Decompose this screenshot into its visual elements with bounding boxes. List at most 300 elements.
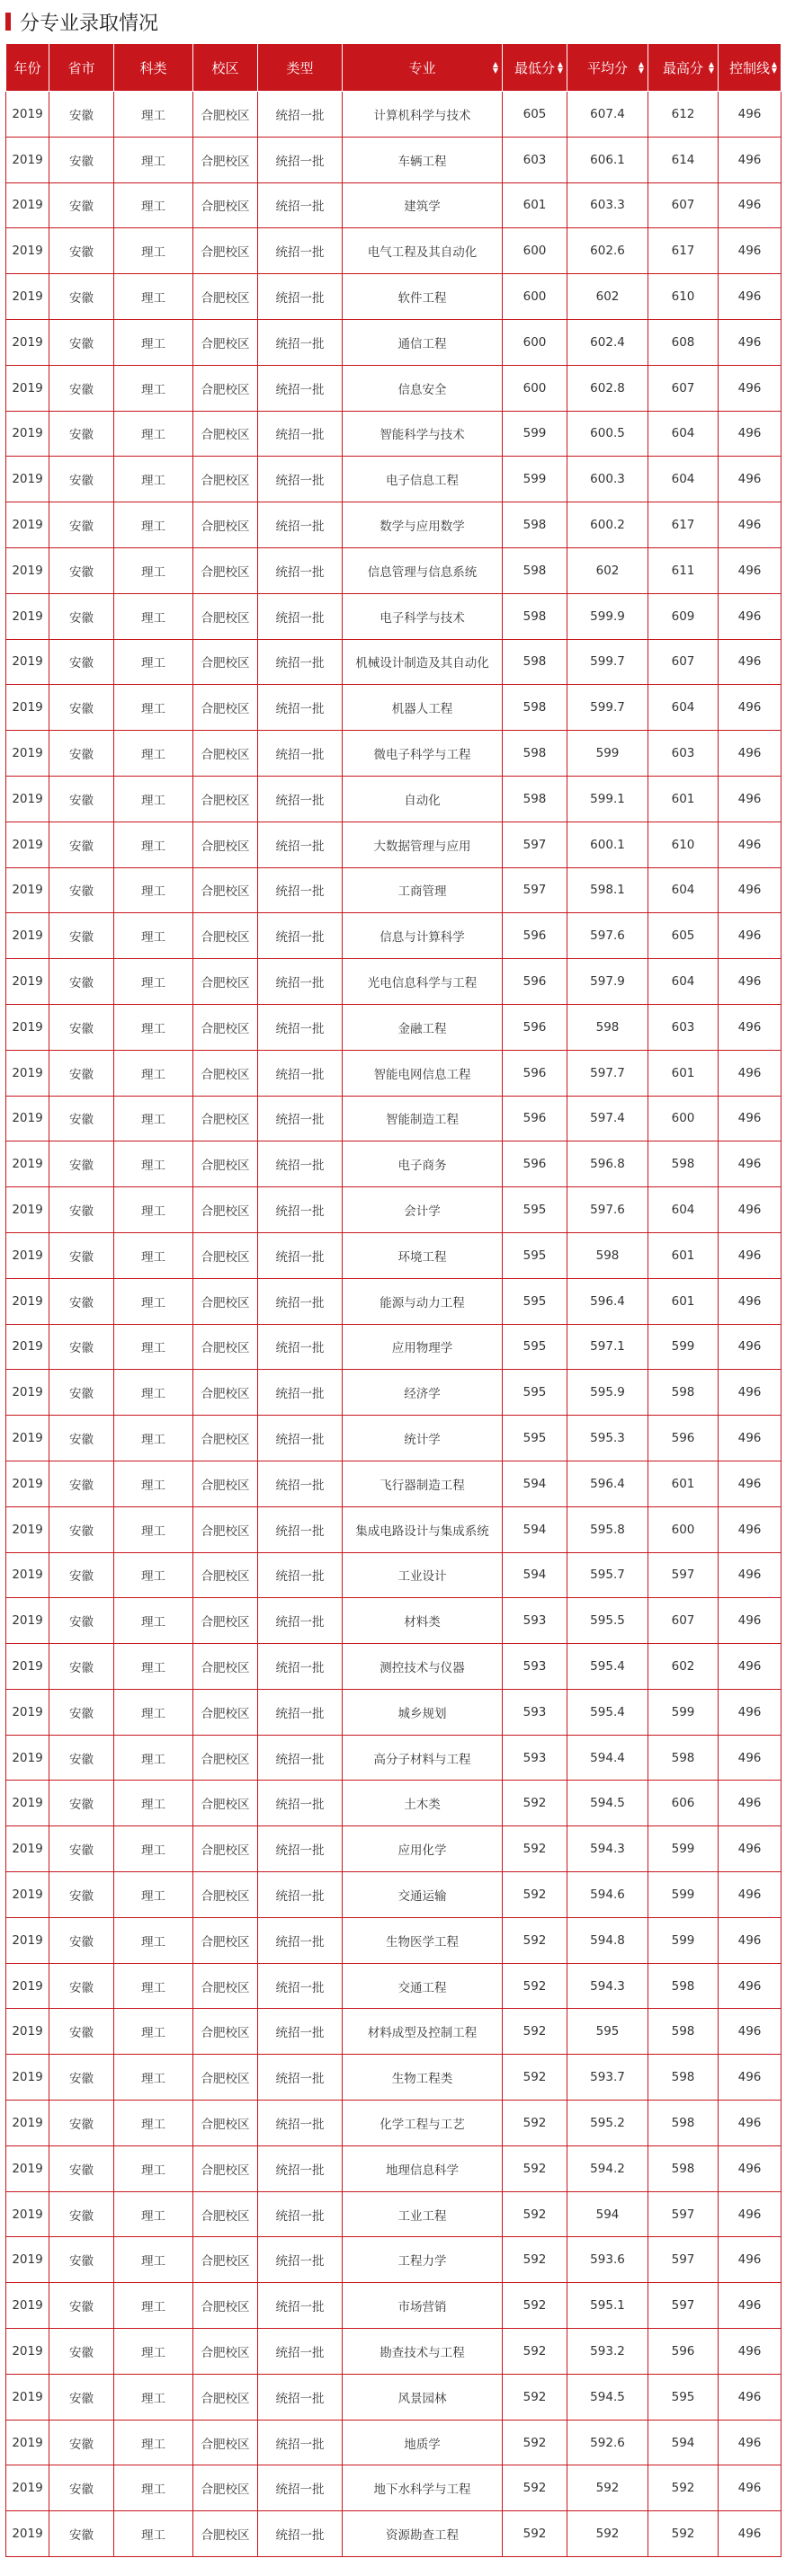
cell-max-score: 598: [648, 1963, 719, 2009]
cell-max-score: 597: [648, 2237, 719, 2283]
cell-major: 测控技术与仪器: [343, 1644, 503, 1690]
cell-category: 理工: [114, 137, 193, 182]
cell-campus: 合肥校区: [193, 1598, 258, 1644]
cell-control-line: 496: [719, 822, 782, 867]
cell-major: 电子科学与技术: [343, 593, 503, 639]
cell-min-score: 592: [503, 2055, 567, 2101]
cell-year: 2019: [6, 685, 49, 731]
column-header-min-score[interactable]: [503, 44, 567, 92]
column-header-campus: [193, 44, 258, 92]
sort-icon[interactable]: ▲ ▼: [492, 60, 498, 75]
cell-min-score: 596: [503, 1050, 567, 1096]
table-row: [6, 365, 782, 411]
cell-control-line: 496: [719, 1141, 782, 1187]
cell-category: 理工: [114, 2329, 193, 2375]
cell-control-line: 496: [719, 1872, 782, 1918]
cell-control-line: 496: [719, 2283, 782, 2329]
cell-category: 理工: [114, 1552, 193, 1598]
cell-year: 2019: [6, 959, 49, 1005]
cell-campus: 合肥校区: [193, 685, 258, 731]
cell-avg-score: 594.3: [567, 1826, 648, 1872]
cell-control-line: 496: [719, 182, 782, 228]
cell-avg-score: 592.6: [567, 2420, 648, 2465]
cell-min-score: 599: [503, 411, 567, 457]
cell-type: 统招一批: [258, 2374, 343, 2420]
cell-province: 安徽: [49, 2009, 114, 2055]
cell-category: 理工: [114, 1598, 193, 1644]
table-row: [6, 2009, 782, 2055]
cell-major: 智能制造工程: [343, 1096, 503, 1141]
cell-category: 理工: [114, 1324, 193, 1370]
cell-category: 理工: [114, 1004, 193, 1050]
table-row: [6, 2145, 782, 2191]
cell-year: 2019: [6, 137, 49, 182]
cell-province: 安徽: [49, 1416, 114, 1461]
cell-control-line: 496: [719, 502, 782, 548]
cell-category: 理工: [114, 228, 193, 274]
cell-max-score: 610: [648, 274, 719, 320]
column-header-avg-score[interactable]: [567, 44, 648, 92]
cell-avg-score: 602.4: [567, 319, 648, 365]
cell-campus: 合肥校区: [193, 1689, 258, 1735]
cell-min-score: 599: [503, 457, 567, 502]
cell-major: 会计学: [343, 1187, 503, 1233]
cell-category: 理工: [114, 1963, 193, 2009]
cell-min-score: 595: [503, 1416, 567, 1461]
cell-campus: 合肥校区: [193, 2145, 258, 2191]
table-row: [6, 2283, 782, 2329]
cell-category: 理工: [114, 867, 193, 913]
table-row: [6, 137, 782, 182]
cell-avg-score: 594.3: [567, 1963, 648, 2009]
cell-min-score: 592: [503, 2145, 567, 2191]
cell-control-line: 496: [719, 2191, 782, 2237]
cell-campus: 合肥校区: [193, 913, 258, 959]
cell-max-score: 592: [648, 2511, 719, 2557]
cell-avg-score: 600.5: [567, 411, 648, 457]
cell-province: 安徽: [49, 867, 114, 913]
cell-campus: 合肥校区: [193, 1552, 258, 1598]
cell-major: 环境工程: [343, 1232, 503, 1278]
table-row: [6, 1872, 782, 1918]
cell-province: 安徽: [49, 1781, 114, 1826]
cell-min-score: 592: [503, 2009, 567, 2055]
cell-avg-score: 600.2: [567, 502, 648, 548]
cell-province: 安徽: [49, 411, 114, 457]
sort-icon[interactable]: ▲ ▼: [771, 60, 777, 75]
cell-type: 统招一批: [258, 547, 343, 593]
cell-type: 统招一批: [258, 457, 343, 502]
cell-year: 2019: [6, 1781, 49, 1826]
cell-avg-score: 596.8: [567, 1141, 648, 1187]
table-row: [6, 2465, 782, 2511]
column-header-control-line[interactable]: [719, 44, 782, 92]
cell-min-score: 593: [503, 1735, 567, 1781]
cell-province: 安徽: [49, 137, 114, 182]
cell-avg-score: 597.9: [567, 959, 648, 1005]
cell-max-score: 604: [648, 1187, 719, 1233]
cell-type: 统招一批: [258, 867, 343, 913]
cell-avg-score: 602.8: [567, 365, 648, 411]
cell-major: 电子商务: [343, 1141, 503, 1187]
cell-category: 理工: [114, 1416, 193, 1461]
cell-max-score: 611: [648, 547, 719, 593]
cell-year: 2019: [6, 2329, 49, 2375]
cell-year: 2019: [6, 867, 49, 913]
cell-category: 理工: [114, 1872, 193, 1918]
cell-category: 理工: [114, 1826, 193, 1872]
table-row: [6, 547, 782, 593]
cell-major: 工业工程: [343, 2191, 503, 2237]
cell-max-score: 603: [648, 731, 719, 777]
cell-max-score: 604: [648, 457, 719, 502]
cell-major: 自动化: [343, 776, 503, 822]
cell-year: 2019: [6, 457, 49, 502]
cell-control-line: 496: [719, 1689, 782, 1735]
cell-control-line: 496: [719, 92, 782, 138]
cell-max-score: 599: [648, 1689, 719, 1735]
column-header-label: 专业: [408, 59, 436, 76]
cell-campus: 合肥校区: [193, 2511, 258, 2557]
cell-avg-score: 596.4: [567, 1278, 648, 1324]
cell-control-line: 496: [719, 2101, 782, 2146]
cell-category: 理工: [114, 731, 193, 777]
column-header-label: 年份: [13, 59, 41, 76]
sort-icon[interactable]: ▲ ▼: [557, 60, 563, 75]
cell-year: 2019: [6, 1735, 49, 1781]
cell-major: 集成电路设计与集成系统: [343, 1506, 503, 1552]
cell-type: 统招一批: [258, 1187, 343, 1233]
cell-category: 理工: [114, 457, 193, 502]
cell-control-line: 496: [719, 959, 782, 1005]
cell-province: 安徽: [49, 319, 114, 365]
cell-max-score: 598: [648, 2009, 719, 2055]
cell-type: 统招一批: [258, 137, 343, 182]
cell-province: 安徽: [49, 1598, 114, 1644]
cell-major: 智能电网信息工程: [343, 1050, 503, 1096]
cell-campus: 合肥校区: [193, 1370, 258, 1416]
cell-province: 安徽: [49, 2145, 114, 2191]
cell-min-score: 600: [503, 274, 567, 320]
cell-category: 理工: [114, 2237, 193, 2283]
cell-avg-score: 597.6: [567, 913, 648, 959]
cell-province: 安徽: [49, 502, 114, 548]
cell-type: 统招一批: [258, 1826, 343, 1872]
cell-control-line: 496: [719, 1552, 782, 1598]
cell-category: 理工: [114, 1644, 193, 1690]
cell-control-line: 496: [719, 1050, 782, 1096]
cell-avg-score: 600.3: [567, 457, 648, 502]
cell-campus: 合肥校区: [193, 1416, 258, 1461]
cell-campus: 合肥校区: [193, 2465, 258, 2511]
cell-year: 2019: [6, 731, 49, 777]
cell-major: 机械设计制造及其自动化: [343, 639, 503, 685]
cell-campus: 合肥校区: [193, 182, 258, 228]
cell-control-line: 496: [719, 2465, 782, 2511]
column-header-label: 最低分: [514, 59, 555, 76]
cell-campus: 合肥校区: [193, 457, 258, 502]
cell-category: 理工: [114, 685, 193, 731]
cell-province: 安徽: [49, 2511, 114, 2557]
cell-max-score: 598: [648, 2101, 719, 2146]
cell-campus: 合肥校区: [193, 274, 258, 320]
cell-min-score: 598: [503, 731, 567, 777]
cell-control-line: 496: [719, 1506, 782, 1552]
cell-avg-score: 599.7: [567, 639, 648, 685]
cell-category: 理工: [114, 1278, 193, 1324]
cell-max-score: 612: [648, 92, 719, 138]
cell-province: 安徽: [49, 1917, 114, 1963]
cell-avg-score: 598: [567, 1232, 648, 1278]
cell-campus: 合肥校区: [193, 1096, 258, 1141]
cell-max-score: 598: [648, 2055, 719, 2101]
column-header-year: [6, 44, 49, 92]
cell-max-score: 607: [648, 639, 719, 685]
cell-province: 安徽: [49, 1232, 114, 1278]
table-row: [6, 867, 782, 913]
cell-category: 理工: [114, 1050, 193, 1096]
cell-province: 安徽: [49, 1644, 114, 1690]
cell-max-score: 598: [648, 1735, 719, 1781]
table-row: [6, 1689, 782, 1735]
cell-campus: 合肥校区: [193, 1324, 258, 1370]
cell-min-score: 592: [503, 2374, 567, 2420]
cell-control-line: 496: [719, 639, 782, 685]
table-row: [6, 411, 782, 457]
cell-type: 统招一批: [258, 1416, 343, 1461]
cell-campus: 合肥校区: [193, 2009, 258, 2055]
cell-province: 安徽: [49, 593, 114, 639]
cell-province: 安徽: [49, 776, 114, 822]
cell-year: 2019: [6, 502, 49, 548]
cell-major: 生物工程类: [343, 2055, 503, 2101]
cell-major: 数学与应用数学: [343, 502, 503, 548]
cell-year: 2019: [6, 1917, 49, 1963]
cell-major: 电气工程及其自动化: [343, 228, 503, 274]
cell-campus: 合肥校区: [193, 1963, 258, 2009]
cell-province: 安徽: [49, 959, 114, 1005]
table-row: [6, 2191, 782, 2237]
cell-category: 理工: [114, 2055, 193, 2101]
cell-major: 工业设计: [343, 1552, 503, 1598]
cell-category: 理工: [114, 1187, 193, 1233]
cell-province: 安徽: [49, 1324, 114, 1370]
cell-max-score: 599: [648, 1826, 719, 1872]
cell-category: 理工: [114, 547, 193, 593]
cell-year: 2019: [6, 1232, 49, 1278]
cell-province: 安徽: [49, 92, 114, 138]
cell-min-score: 592: [503, 2191, 567, 2237]
cell-min-score: 592: [503, 1826, 567, 1872]
cell-category: 理工: [114, 182, 193, 228]
cell-control-line: 496: [719, 411, 782, 457]
column-header-label: 省市: [67, 59, 95, 76]
cell-control-line: 496: [719, 1416, 782, 1461]
cell-control-line: 496: [719, 1370, 782, 1416]
table-body: [6, 92, 782, 2557]
cell-type: 统招一批: [258, 365, 343, 411]
cell-major: 车辆工程: [343, 137, 503, 182]
cell-min-score: 600: [503, 228, 567, 274]
table-row: [6, 1416, 782, 1461]
cell-year: 2019: [6, 547, 49, 593]
table-row: [6, 319, 782, 365]
cell-control-line: 496: [719, 2145, 782, 2191]
cell-control-line: 496: [719, 731, 782, 777]
cell-major: 信息安全: [343, 365, 503, 411]
cell-control-line: 496: [719, 274, 782, 320]
cell-major: 智能科学与技术: [343, 411, 503, 457]
cell-avg-score: 594.5: [567, 2374, 648, 2420]
cell-campus: 合肥校区: [193, 137, 258, 182]
cell-year: 2019: [6, 2420, 49, 2465]
cell-year: 2019: [6, 913, 49, 959]
cell-min-score: 595: [503, 1324, 567, 1370]
cell-province: 安徽: [49, 2374, 114, 2420]
cell-province: 安徽: [49, 2329, 114, 2375]
table-row: [6, 1096, 782, 1141]
column-header-major[interactable]: [343, 44, 503, 92]
cell-control-line: 496: [719, 1735, 782, 1781]
table-row: [6, 1735, 782, 1781]
cell-campus: 合肥校区: [193, 1735, 258, 1781]
cell-avg-score: 595.2: [567, 2101, 648, 2146]
table-row: [6, 1598, 782, 1644]
sort-icon[interactable]: ▲ ▼: [638, 60, 644, 75]
sort-icon[interactable]: ▲ ▼: [708, 60, 714, 75]
table-row: [6, 1278, 782, 1324]
cell-min-score: 598: [503, 593, 567, 639]
cell-type: 统招一批: [258, 502, 343, 548]
table-row: [6, 182, 782, 228]
cell-min-score: 592: [503, 2237, 567, 2283]
cell-year: 2019: [6, 1826, 49, 1872]
cell-category: 理工: [114, 1781, 193, 1826]
cell-type: 统招一批: [258, 1735, 343, 1781]
cell-avg-score: 594.8: [567, 1917, 648, 1963]
cell-min-score: 598: [503, 547, 567, 593]
table-row: [6, 776, 782, 822]
cell-campus: 合肥校区: [193, 822, 258, 867]
column-header-category: [114, 44, 193, 92]
cell-campus: 合肥校区: [193, 1004, 258, 1050]
cell-max-score: 599: [648, 1917, 719, 1963]
cell-province: 安徽: [49, 1050, 114, 1096]
cell-type: 统招一批: [258, 1552, 343, 1598]
cell-max-score: 595: [648, 2374, 719, 2420]
cell-year: 2019: [6, 274, 49, 320]
cell-province: 安徽: [49, 1506, 114, 1552]
cell-min-score: 596: [503, 1141, 567, 1187]
table-row: [6, 2420, 782, 2465]
cell-type: 统招一批: [258, 92, 343, 138]
cell-avg-score: 599.1: [567, 776, 648, 822]
cell-type: 统招一批: [258, 1917, 343, 1963]
cell-min-score: 595: [503, 1278, 567, 1324]
cell-avg-score: 593.7: [567, 2055, 648, 2101]
cell-category: 理工: [114, 2009, 193, 2055]
cell-campus: 合肥校区: [193, 2055, 258, 2101]
cell-max-score: 601: [648, 1050, 719, 1096]
cell-campus: 合肥校区: [193, 1187, 258, 1233]
cell-province: 安徽: [49, 1187, 114, 1233]
cell-major: 交通工程: [343, 1963, 503, 2009]
cell-type: 统招一批: [258, 1050, 343, 1096]
cell-province: 安徽: [49, 1370, 114, 1416]
cell-category: 理工: [114, 274, 193, 320]
cell-campus: 合肥校区: [193, 639, 258, 685]
cell-category: 理工: [114, 1689, 193, 1735]
cell-min-score: 593: [503, 1689, 567, 1735]
cell-major: 风景园林: [343, 2374, 503, 2420]
cell-max-score: 605: [648, 913, 719, 959]
cell-control-line: 496: [719, 1461, 782, 1506]
cell-year: 2019: [6, 2101, 49, 2146]
cell-category: 理工: [114, 92, 193, 138]
cell-major: 电子信息工程: [343, 457, 503, 502]
cell-year: 2019: [6, 1141, 49, 1187]
column-header-max-score[interactable]: [648, 44, 719, 92]
table-row: [6, 2055, 782, 2101]
cell-type: 统招一批: [258, 776, 343, 822]
cell-category: 理工: [114, 2101, 193, 2146]
cell-campus: 合肥校区: [193, 1278, 258, 1324]
cell-control-line: 496: [719, 1096, 782, 1141]
cell-year: 2019: [6, 228, 49, 274]
cell-control-line: 496: [719, 2511, 782, 2557]
cell-avg-score: 602.6: [567, 228, 648, 274]
cell-year: 2019: [6, 1187, 49, 1233]
cell-avg-score: 594.2: [567, 2145, 648, 2191]
cell-type: 统招一批: [258, 2420, 343, 2465]
section-header: [0, 0, 786, 43]
table-row: [6, 822, 782, 867]
cell-type: 统招一批: [258, 228, 343, 274]
cell-max-score: 597: [648, 2283, 719, 2329]
cell-type: 统招一批: [258, 1781, 343, 1826]
cell-category: 理工: [114, 365, 193, 411]
cell-major: 信息与计算科学: [343, 913, 503, 959]
cell-control-line: 496: [719, 2009, 782, 2055]
cell-campus: 合肥校区: [193, 959, 258, 1005]
cell-type: 统招一批: [258, 731, 343, 777]
cell-category: 理工: [114, 959, 193, 1005]
cell-campus: 合肥校区: [193, 2191, 258, 2237]
cell-avg-score: 599.9: [567, 593, 648, 639]
table-row: [6, 639, 782, 685]
cell-year: 2019: [6, 92, 49, 138]
cell-min-score: 595: [503, 1187, 567, 1233]
cell-category: 理工: [114, 1370, 193, 1416]
table-row: [6, 502, 782, 548]
cell-major: 统计学: [343, 1416, 503, 1461]
cell-category: 理工: [114, 2191, 193, 2237]
cell-province: 安徽: [49, 228, 114, 274]
cell-campus: 合肥校区: [193, 1872, 258, 1918]
cell-major: 软件工程: [343, 274, 503, 320]
cell-control-line: 496: [719, 1826, 782, 1872]
cell-campus: 合肥校区: [193, 228, 258, 274]
cell-major: 勘查技术与工程: [343, 2329, 503, 2375]
cell-category: 理工: [114, 1096, 193, 1141]
cell-year: 2019: [6, 1872, 49, 1918]
cell-min-score: 592: [503, 2101, 567, 2146]
cell-major: 城乡规划: [343, 1689, 503, 1735]
cell-year: 2019: [6, 2237, 49, 2283]
cell-type: 统招一批: [258, 1598, 343, 1644]
cell-province: 安徽: [49, 2237, 114, 2283]
cell-year: 2019: [6, 776, 49, 822]
